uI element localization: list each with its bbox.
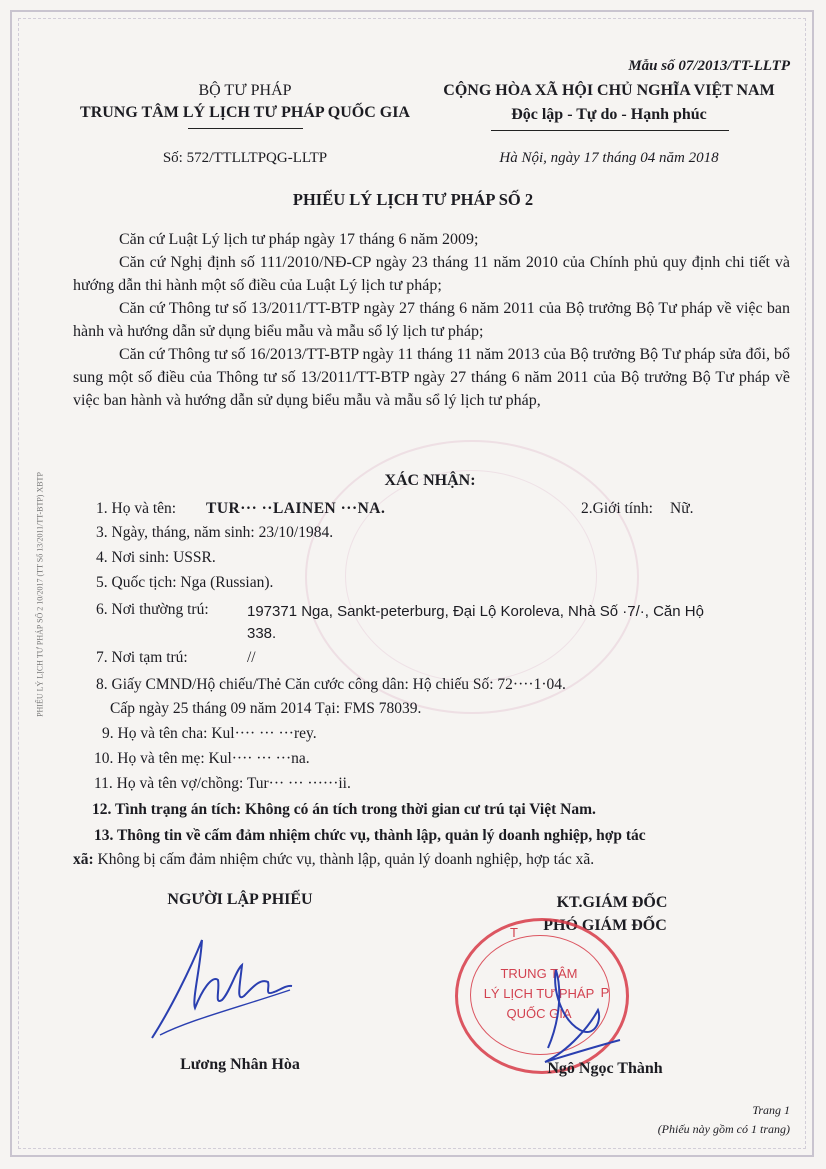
residence-line: 338.	[247, 625, 277, 642]
preamble	[73, 228, 790, 412]
residence-line: 197371 Nga, Sankt-peterburg, Đại Lộ Koroleva, Nhà Số ·7/·, Căn Hộ	[247, 603, 704, 620]
ban-info	[73, 851, 594, 869]
ban-info-label: 13. Thông tin về cấm đảm nhiệm chức vụ, thành lập, quản lý doanh nghiệp, hợp tác	[94, 827, 646, 844]
issue-info: Cấp ngày 25 tháng 09 năm 2014 Tại: FMS 78039.	[110, 700, 422, 717]
center-name: TRUNG TÂM LÝ LỊCH TƯ PHÁP QUỐC GIA	[80, 104, 410, 121]
document-title: PHIẾU LÝ LỊCH TƯ PHÁP SỐ 2	[292, 190, 534, 209]
issue-date: Hà Nội, ngày 17 tháng 04 năm 2018	[499, 150, 719, 166]
name-value: TUR··· ··LAINEN ···NA.	[206, 500, 386, 517]
side-margin-text: PHIẾU LÝ LỊCH TƯ PHÁP SỐ 2 10/2017 (TT Số 13/2011/TT-BTP) XBTP	[35, 472, 45, 717]
preamble-paragraph: Căn cứ Nghị định số 111/2010/NĐ-CP ngày 23 tháng 11 năm 2010 của Chính phủ quy định chi tiết và hướng dẫn thi hành một số điều của Luật Lý lịch tư pháp;	[73, 254, 790, 294]
gender-value: Nữ.	[670, 500, 694, 517]
preamble-paragraph: Căn cứ Thông tư số 16/2013/TT-BTP ngày 11 tháng 11 năm 2013 của Bộ trưởng Bộ Tư pháp sửa đổi, bổ sung một số điều của Thông tư số 13/2011/TT-BTP ngày 27 tháng 6 năm 2011 của Bộ trưởng Bộ Tư pháp về việc ban hành và hướng dẫn sử dụng biểu mẫu và mẫu sổ lý lịch tư pháp,	[73, 346, 790, 409]
stamp-line: QUỐC GIA	[506, 1006, 572, 1021]
country-name: CỘNG HÒA XÃ HỘI CHỦ NGHĨA VIỆT NAM	[443, 82, 775, 99]
confirm-heading: XÁC NHẬN:	[384, 472, 476, 489]
father-name: 9. Họ và tên cha: Kul···· ··· ···rey.	[102, 725, 317, 742]
ban-info-label-cont: xã:	[73, 851, 94, 868]
document-number: Số: 572/TTLLTPQG-LLTP	[162, 150, 328, 166]
stamp-line: LÝ LỊCH TƯ PHÁP	[483, 986, 595, 1001]
spouse-name: 11. Họ và tên vợ/chồng: Tur··· ··· ······ii.	[94, 775, 351, 792]
date-of-birth: 3. Ngày, tháng, năm sinh: 23/10/1984.	[96, 524, 334, 541]
national-motto: Độc lập - Tự do - Hạnh phúc	[511, 106, 707, 123]
temporary-residence-value: //	[247, 649, 256, 666]
gender-label: 2.Giới tính:	[581, 500, 653, 517]
ban-info-value: Không bị cấm đảm nhiệm chức vụ, thành lập, quản lý doanh nghiệp, hợp tác xã.	[93, 851, 595, 868]
director-signature	[470, 930, 670, 1070]
stamp-line: TRUNG TÂM	[500, 966, 578, 981]
director-title: KT.GIÁM ĐỐC	[556, 894, 668, 911]
birthplace: 4. Nơi sinh: USSR.	[96, 549, 216, 566]
preamble-paragraph: Căn cứ Luật Lý lịch tư pháp ngày 17 tháng 6 năm 2009;	[119, 231, 479, 248]
ministry-name: BỘ TƯ PHÁP	[198, 82, 292, 99]
mother-name: 10. Họ và tên mẹ: Kul···· ··· ···na.	[94, 750, 310, 767]
identity-document: 8. Giấy CMND/Hộ chiếu/Thẻ Căn cước công dân: Hộ chiếu Số: 72····1·04.	[96, 676, 566, 693]
page-count-note: (Phiếu này gồm có 1 trang)	[657, 1122, 790, 1136]
right-header-rule	[491, 130, 729, 131]
residence-label: 6. Nơi thường trú:	[96, 601, 209, 618]
temporary-residence-label: 7. Nơi tạm trú:	[96, 649, 188, 666]
stamp-ring-letter: P	[600, 985, 610, 1000]
preparer-name: Lương Nhân Hòa	[180, 1056, 300, 1073]
stamp-ring-letter: T	[510, 925, 518, 940]
page-number: Trang 1	[752, 1103, 790, 1117]
form-code: Mẫu số 07/2013/TT-LLTP	[628, 58, 790, 74]
name-label: 1. Họ và tên:	[96, 500, 177, 517]
director-name: Ngô Ngọc Thành	[547, 1060, 663, 1077]
preparer-title: NGƯỜI LẬP PHIẾU	[167, 891, 313, 908]
criminal-record-status: 12. Tình trạng án tích: Không có án tích trong thời gian cư trú tại Việt Nam.	[92, 801, 596, 818]
preamble-paragraph: Căn cứ Thông tư số 13/2011/TT-BTP ngày 27 tháng 6 năm 2011 của Bộ trưởng Bộ Tư pháp về việc ban hành và hướng dẫn sử dụng biểu mẫu và mẫu sổ lý lịch tư pháp;	[73, 300, 790, 340]
nationality: 5. Quốc tịch: Nga (Russian).	[96, 574, 274, 591]
deputy-director-title: PHÓ GIÁM ĐỐC	[543, 917, 667, 934]
preparer-signature	[140, 930, 300, 1050]
left-header-rule	[188, 128, 303, 129]
